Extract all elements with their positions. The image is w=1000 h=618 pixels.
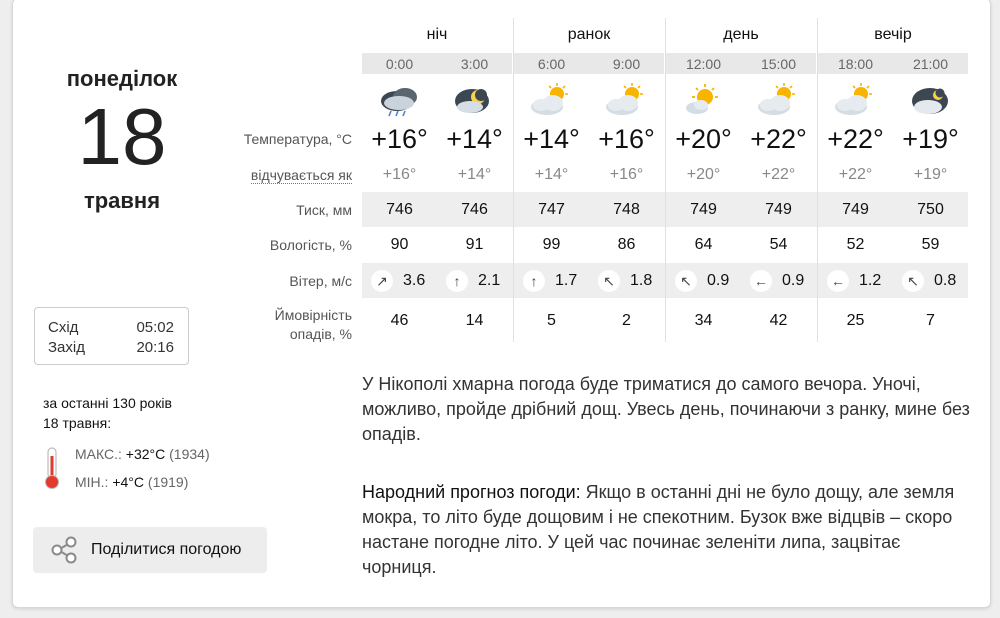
hour-feels-like: +16° <box>609 166 644 183</box>
hour-temperature: +14° <box>446 124 503 154</box>
folk-forecast-title: Народний прогноз погоди: <box>362 482 581 502</box>
sun-small-cloud-icon <box>679 83 727 119</box>
sunrise-row <box>48 318 174 338</box>
hour-feels-like: +19° <box>913 166 948 183</box>
hour-precip-probability: 7 <box>926 312 935 329</box>
day-number: 18 <box>77 92 167 181</box>
hour-feels-like: +22° <box>761 166 796 183</box>
hour-humidity: 59 <box>921 236 940 253</box>
sun-cloud-icon <box>602 83 650 119</box>
hour-wind-speed: 1.8 <box>630 272 653 289</box>
hour-precip-probability: 42 <box>769 312 788 329</box>
sun-cloud-icon <box>754 83 802 119</box>
hour-pressure: 746 <box>461 201 488 218</box>
tab-gap <box>145 0 300 3</box>
hour-temperature: +14° <box>523 124 580 154</box>
hour-pressure: 749 <box>690 201 717 218</box>
sunset-row <box>48 338 174 358</box>
row-label-wind: Вітер, м/с <box>289 273 352 289</box>
wind-direction-icon: ↑ <box>446 270 468 292</box>
hour-temperature: +20° <box>675 124 732 154</box>
record-max <box>75 446 210 462</box>
weekday-label: понеділок <box>66 66 178 91</box>
share-icon <box>49 535 79 565</box>
share-weather-button[interactable] <box>33 527 267 573</box>
record-min <box>75 474 188 490</box>
hour-feels-like: +14° <box>457 166 492 183</box>
hour-time: 21:00 <box>912 56 949 72</box>
record-max-value: +32°C <box>125 446 166 462</box>
hour-time: 18:00 <box>837 56 874 72</box>
hour-precip-probability: 5 <box>547 312 556 329</box>
hour-temperature: +19° <box>902 124 959 154</box>
record-min-year: (1919) <box>147 474 189 490</box>
hour-pressure: 749 <box>842 201 869 218</box>
sunrise-time: 05:02 <box>136 319 174 336</box>
wind-direction-icon: ← <box>827 270 849 292</box>
hour-feels-like: +16° <box>382 166 417 183</box>
hour-temperature: +22° <box>750 124 807 154</box>
thermometer-icon <box>42 446 62 490</box>
row-label-pressure: Тиск, мм <box>296 202 352 218</box>
record-max-year: (1934) <box>169 446 210 462</box>
record-max-label: МАКС.: <box>75 446 122 462</box>
hour-time: 15:00 <box>760 56 797 72</box>
hour-humidity: 86 <box>617 236 636 253</box>
hour-wind-speed: 0.8 <box>934 272 957 289</box>
row-label-temperature: Температура, °C <box>243 131 352 147</box>
hour-humidity: 64 <box>694 236 713 253</box>
precip-label-line1: Ймовірність <box>274 307 352 323</box>
hour-pressure: 746 <box>386 201 413 218</box>
row-label-precip <box>275 306 352 344</box>
wind-direction-icon: ↗ <box>371 270 393 292</box>
hour-precip-probability: 34 <box>694 312 713 329</box>
feels-like-link[interactable]: відчувається як <box>250 167 352 183</box>
folk-forecast <box>362 480 972 580</box>
record-min-value: +4°C <box>112 474 145 490</box>
hour-temperature: +16° <box>598 124 655 154</box>
hour-feels-like: +22° <box>838 166 873 183</box>
month-label: травня <box>83 188 161 213</box>
hour-wind-speed: 0.9 <box>782 272 805 289</box>
hour-pressure: 748 <box>613 201 640 218</box>
sunrise-label: Схід <box>48 319 79 336</box>
hour-pressure: 749 <box>765 201 792 218</box>
history-title <box>43 393 172 433</box>
hour-wind-speed: 1.2 <box>859 272 882 289</box>
hour-wind-speed: 3.6 <box>403 272 426 289</box>
history-line1: за останні 130 років <box>43 395 172 411</box>
hour-humidity: 90 <box>390 236 409 253</box>
hour-pressure: 750 <box>917 201 944 218</box>
night-cloud-icon <box>906 83 954 119</box>
history-line2: 18 травня: <box>43 415 112 431</box>
hour-pressure: 747 <box>538 201 565 218</box>
period-day: день <box>723 26 759 43</box>
hour-time: 6:00 <box>537 56 566 72</box>
hour-wind-speed: 0.9 <box>707 272 730 289</box>
hour-humidity: 52 <box>846 236 865 253</box>
folk-forecast-text: Якщо в останні дні не було дощу, але земля мокра, то літо буде дощовим і не спекотним. Бузок вже відцвів – скоро настане погодне літо. У цей час починає зеленіти липа, зацвітає чорниця. <box>362 482 955 577</box>
period-morning: ранок <box>567 26 611 43</box>
record-min-label: МІН.: <box>75 474 109 490</box>
sun-cloud-icon <box>831 83 879 119</box>
hour-precip-probability: 25 <box>846 312 865 329</box>
hour-time: 0:00 <box>385 56 414 72</box>
sunset-time: 20:16 <box>136 339 174 356</box>
sun-cloud-icon <box>527 83 575 119</box>
sunset-label: Захід <box>48 339 85 356</box>
hour-time: 12:00 <box>685 56 722 72</box>
hour-precip-probability: 2 <box>622 312 631 329</box>
period-night: ніч <box>426 26 448 43</box>
row-label-humidity: Вологість, % <box>269 237 352 253</box>
hour-temperature: +22° <box>827 124 884 154</box>
hour-humidity: 99 <box>542 236 561 253</box>
wind-direction-icon: ↖ <box>902 270 924 292</box>
hour-precip-probability: 14 <box>465 312 484 329</box>
forecast-description: У Нікополі хмарна погода буде триматися до самого вечора. Уночі, можливо, пройде дрібний дощ. Увесь день, починаючи з ранку, мине без опадів. <box>362 374 970 444</box>
share-label: Поділитися погодою <box>91 541 242 558</box>
hour-wind-speed: 1.7 <box>555 272 578 289</box>
night-rain-cloud-icon <box>375 83 423 119</box>
wind-direction-icon: ← <box>750 270 772 292</box>
row-label-feels[interactable] <box>251 167 352 183</box>
sun-times-box <box>34 307 189 365</box>
hour-feels-like: +20° <box>686 166 721 183</box>
hour-feels-like: +14° <box>534 166 569 183</box>
wind-direction-icon: ↖ <box>675 270 697 292</box>
wind-direction-icon: ↖ <box>598 270 620 292</box>
hour-humidity: 91 <box>465 236 484 253</box>
hour-wind-speed: 2.1 <box>478 272 501 289</box>
night-moon-cloud-icon <box>450 83 498 119</box>
hour-precip-probability: 46 <box>390 312 409 329</box>
hour-time: 9:00 <box>612 56 641 72</box>
hour-temperature: +16° <box>371 124 428 154</box>
hour-time: 3:00 <box>460 56 489 72</box>
wind-direction-icon: ↑ <box>523 270 545 292</box>
hour-humidity: 54 <box>769 236 788 253</box>
period-evening: вечір <box>874 26 912 43</box>
precip-label-line2: опадів, % <box>289 326 352 342</box>
